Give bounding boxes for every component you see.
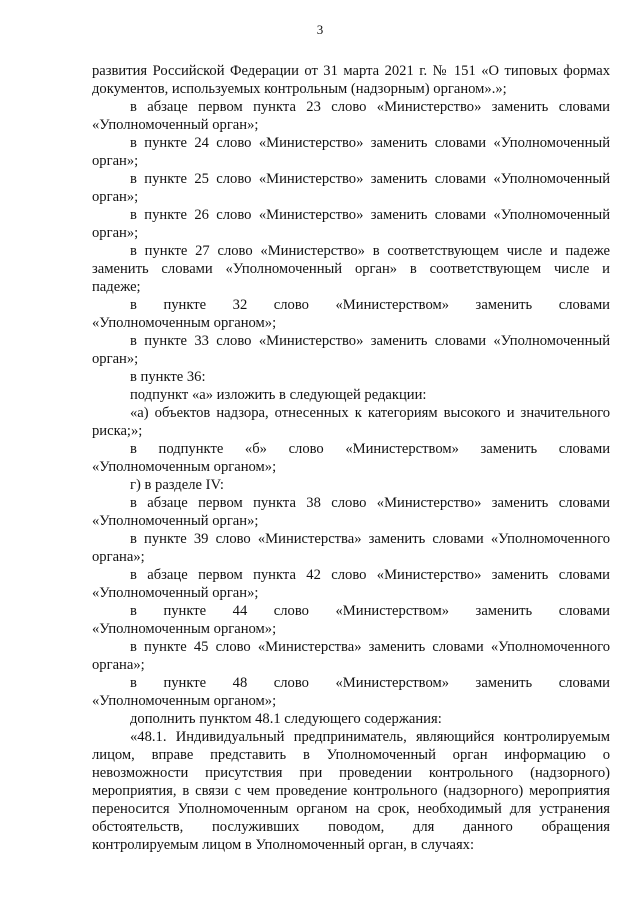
text-line: невозможности присутствия при проведении контрольного (надзорного) [92, 765, 610, 781]
text-line: в абзаце первом пункта 23 слово «Министерство» заменить словами [130, 99, 610, 115]
text-line: развития Российской Федерации от 31 марта 2021 г. № 151 «О типовых формах [92, 63, 610, 79]
text-line: «Уполномоченным органом»; [92, 693, 277, 709]
text-line: «а) объектов надзора, отнесенных к категориям высокого и значительного [130, 405, 610, 421]
text-line: падеже; [92, 279, 141, 295]
text-line: переносится Уполномоченным органом на срок, необходимый для устранения [92, 801, 610, 817]
text-line: орган»; [92, 189, 139, 205]
text-line: в пункте 39 слово «Министерства» заменить словами «Уполномоченного [130, 531, 610, 547]
document-body [92, 62, 610, 854]
text-line: в пункте 48 слово «Министерством» заменить словами [130, 675, 610, 691]
text-line: «Уполномоченный орган»; [92, 117, 259, 133]
text-line: в пункте 26 слово «Министерство» заменить словами «Уполномоченный [130, 207, 610, 223]
text-line: в пункте 32 слово «Министерством» заменить словами [130, 297, 610, 313]
text-line: риска;»; [92, 423, 143, 439]
text-line: в пункте 36: [130, 369, 206, 385]
text-line: «Уполномоченным органом»; [92, 459, 277, 475]
text-line: «48.1. Индивидуальный предприниматель, являющийся контролируемым [130, 729, 610, 745]
text-line: орган»; [92, 225, 139, 241]
text-line: мероприятия, в связи с чем проведение контрольного (надзорного) мероприятия [92, 783, 610, 799]
text-line: «Уполномоченным органом»; [92, 621, 277, 637]
text-line: в пункте 45 слово «Министерства» заменить словами «Уполномоченного [130, 639, 610, 655]
page-number: 3 [316, 22, 324, 37]
text-line: орган»; [92, 153, 139, 169]
text-line: в пункте 25 слово «Министерство» заменить словами «Уполномоченный [130, 171, 610, 187]
text-line: «Уполномоченный орган»; [92, 585, 259, 601]
text-line: в пункте 24 слово «Министерство» заменить словами «Уполномоченный [130, 135, 610, 151]
text-line: в пункте 44 слово «Министерством» заменить словами [130, 603, 610, 619]
text-line: подпункт «а» изложить в следующей редакции: [130, 387, 427, 403]
text-line: орган»; [92, 351, 139, 367]
text-line: в абзаце первом пункта 38 слово «Министерство» заменить словами [130, 495, 610, 511]
text-line: документов, используемых контрольным (надзорным) органом».»; [92, 81, 507, 97]
text-line: заменить словами «Уполномоченный орган» в соответствующем числе и [92, 261, 610, 277]
text-line: лицом, вправе представить в Уполномоченный орган информацию о [92, 747, 610, 763]
text-line: «Уполномоченным органом»; [92, 315, 277, 331]
text-line: контролируемым лицом в Уполномоченный орган, в случаях: [92, 837, 475, 853]
text-line: обстоятельств, послуживших поводом, для данного обращения [92, 819, 610, 835]
text-line: органа»; [92, 549, 145, 565]
text-line: в абзаце первом пункта 42 слово «Министерство» заменить словами [130, 567, 610, 583]
text-line: дополнить пунктом 48.1 следующего содержания: [130, 711, 442, 727]
text-line: в пункте 27 слово «Министерство» в соответствующем числе и падеже [130, 243, 610, 259]
text-line: в пункте 33 слово «Министерство» заменить словами «Уполномоченный [130, 333, 610, 349]
text-line: «Уполномоченный орган»; [92, 513, 259, 529]
text-line: органа»; [92, 657, 145, 673]
text-line: г) в разделе IV: [130, 477, 224, 493]
text-line: в подпункте «б» слово «Министерством» заменить словами [130, 441, 610, 457]
